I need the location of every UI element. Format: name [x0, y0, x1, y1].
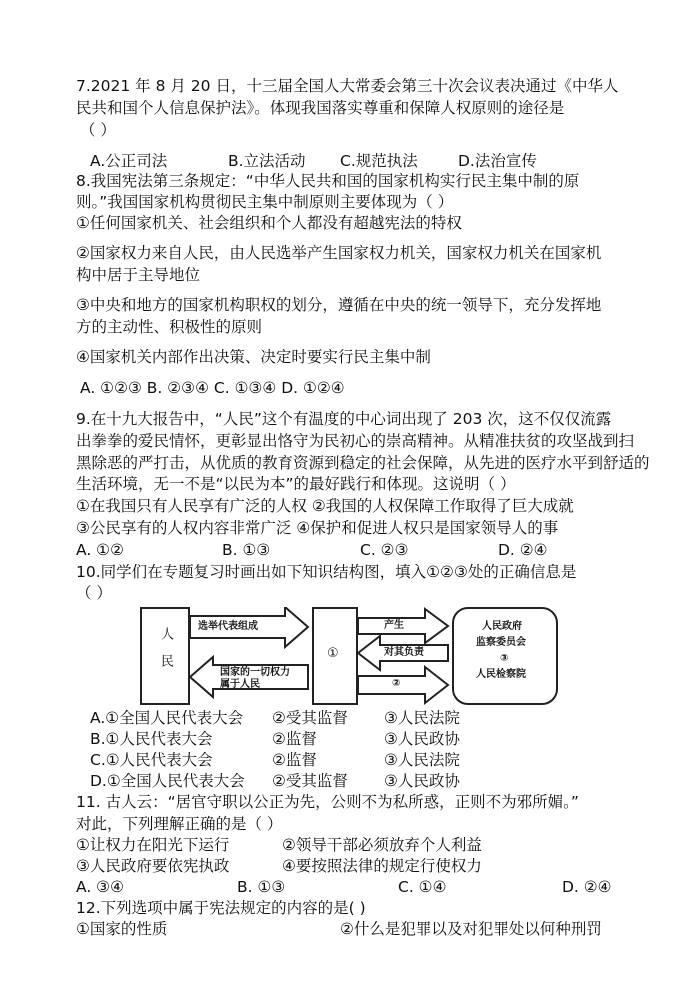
q9-option-b: B. ①③: [222, 541, 271, 559]
q7-stem-line3: （ ）: [80, 121, 116, 139]
q8-statement-3a: ③中央和地方的国家机构职权的划分，遵循在中央的统一领导下，充分发挥地: [76, 296, 602, 314]
q11-stem-line1: 11. 古人云：“居官守职以公正为先，公则不为私所惑，正则不为邪所媚。”: [76, 793, 579, 811]
q12-statement-2: ②什么是犯罪以及对犯罪处以何种刑罚: [340, 920, 602, 938]
q7-option-b: B.立法活动: [228, 152, 306, 170]
q8-statement-4: ④国家机关内部作出决策、决定时要实行民主集中制: [76, 348, 431, 366]
q9-option-c: C. ②③: [360, 541, 409, 559]
q12-stem: 12.下列选项中属于宪法规定的内容的是( ): [76, 899, 366, 917]
center-box: [312, 607, 358, 705]
people-box: [140, 607, 190, 705]
arrow-power-label-2: 属于人民: [220, 679, 260, 690]
q12-statement-1: ①国家的性质: [76, 920, 168, 938]
q11-option-c: C. ①④: [398, 878, 447, 896]
q10-option-d-3: ③人民政协: [384, 772, 460, 790]
q11-option-a: A. ③④: [76, 878, 124, 896]
arrow-elect-label: 选举代表组成: [198, 621, 258, 632]
q8-statement-2a: ②国家权力来自人民，由人民选举产生国家权力机关，国家权力机关在国家机: [76, 244, 602, 262]
supervision-label: 监察委员会: [476, 637, 526, 648]
arrow-power-label-1: 国家的一切权力: [220, 667, 290, 678]
q9-option-d: D. ②④: [498, 541, 548, 559]
q8-statement-2b: 构中居于主导地位: [76, 266, 201, 284]
q9-stem-line1: 9.在十九大报告中，“人民”这个有温度的中心词出现了 203 次，这不仅仅流露: [76, 410, 612, 428]
q10-option-d-1: D.①全国人民代表大会: [90, 772, 245, 790]
q11-statement-4: ④要按照法律的规定行使权力: [282, 857, 482, 875]
q7-stem-line1: 7.2021 年 8 月 20 日，十三届全国人大常委会第三十次会议表决通过《中华人: [76, 77, 619, 95]
q10-option-c-3: ③人民法院: [384, 751, 460, 769]
q9-option-a: A. ①②: [76, 541, 124, 559]
q8-options: A. ①②③ B. ②③④ C. ①③④ D. ①②④: [80, 379, 345, 397]
q11-option-b: B. ①③: [237, 878, 286, 896]
center-mark: ①: [327, 646, 339, 661]
q9-stem-line3: 黑除恶的严打击，从优质的教育资源到稳定的社会保障，从先进的医疗水平到舒适的: [76, 454, 650, 472]
q10-option-c-1: C.①人民代表大会: [90, 751, 213, 769]
produce-label: 产生: [384, 620, 404, 631]
knowledge-structure-diagram: [140, 607, 618, 707]
arrow-supervise: [358, 667, 448, 703]
q10-option-b-3: ③人民政协: [384, 730, 460, 748]
third-mark: ③: [500, 653, 509, 664]
q7-option-a: A.公正司法: [90, 152, 168, 170]
q8-statement-3b: 方的主动性、积极性的原则: [76, 318, 263, 336]
q7-stem-line2: 民共和国个人信息保护法》。体现我国落实尊重和保障人权原则的途径是: [76, 99, 565, 117]
q11-option-d: D. ②④: [562, 878, 612, 896]
q10-option-a-3: ③人民法院: [384, 709, 460, 727]
q9-statements-3-4: ③公民享有的人权内容非常广泛 ④保护和促进人权只是国家领导人的事: [76, 519, 559, 537]
q9-stem-line4: 生活环境，无一不是“以民为本”的最好践行和体现。这说明（ ）: [76, 475, 516, 493]
procuratorate-label: 人民检察院: [476, 669, 526, 680]
q11-statement-1: ①让权力在阳光下运行: [76, 836, 230, 854]
q10-option-a-2: ②受其监督: [272, 709, 348, 727]
q11-stem-line2: 对此，下列理解正确的是（ ）: [76, 815, 283, 833]
q7-option-c: C.规范执法: [340, 152, 418, 170]
q10-option-c-2: ②监督: [272, 751, 317, 769]
q7-option-d: D.法治宣传: [458, 152, 537, 170]
gov-label: 人民政府: [482, 621, 522, 632]
q11-statement-3: ③人民政府要依宪执政: [76, 857, 230, 875]
state-organs-box: [452, 607, 558, 705]
q9-stem-line2: 出拳拳的爱民情怀，更彰显出恪守为民初心的崇高精神。从精准扶贫的攻坚战到扫: [76, 432, 635, 450]
q8-stem-line2: 则。”我国国家机构贯彻民主集中制原则主要体现为（ ）: [76, 193, 454, 211]
q11-statement-2: ②领导干部必须放弃个人利益: [282, 836, 482, 854]
q10-option-d-2: ②受其监督: [272, 772, 348, 790]
q8-stem-line1: 8.我国宪法第三条规定：“中华人民共和国的国家机构实行民主集中制的原: [76, 172, 580, 190]
supervise-mark: ②: [392, 678, 401, 689]
q10-option-b-2: ②监督: [272, 730, 317, 748]
q9-statements-1-2: ①在我国只有人民享有广泛的人权 ②我国的人权保障工作取得了巨大成就: [76, 497, 574, 515]
q10-option-b-1: B.①人民代表大会: [90, 730, 213, 748]
people-label: 人民: [158, 627, 173, 681]
responsible-label: 对其负责: [384, 647, 424, 658]
q10-option-a-1: A.①全国人民代表大会: [90, 709, 244, 727]
q10-stem-line2: （ ）: [76, 584, 112, 602]
q8-statement-1: ①任何国家机关、社会组织和个人都没有超越宪法的特权: [76, 214, 462, 232]
q10-stem-line1: 10.同学们在专题复习时画出如下知识结构图，填入①②③处的正确信息是: [76, 563, 577, 581]
